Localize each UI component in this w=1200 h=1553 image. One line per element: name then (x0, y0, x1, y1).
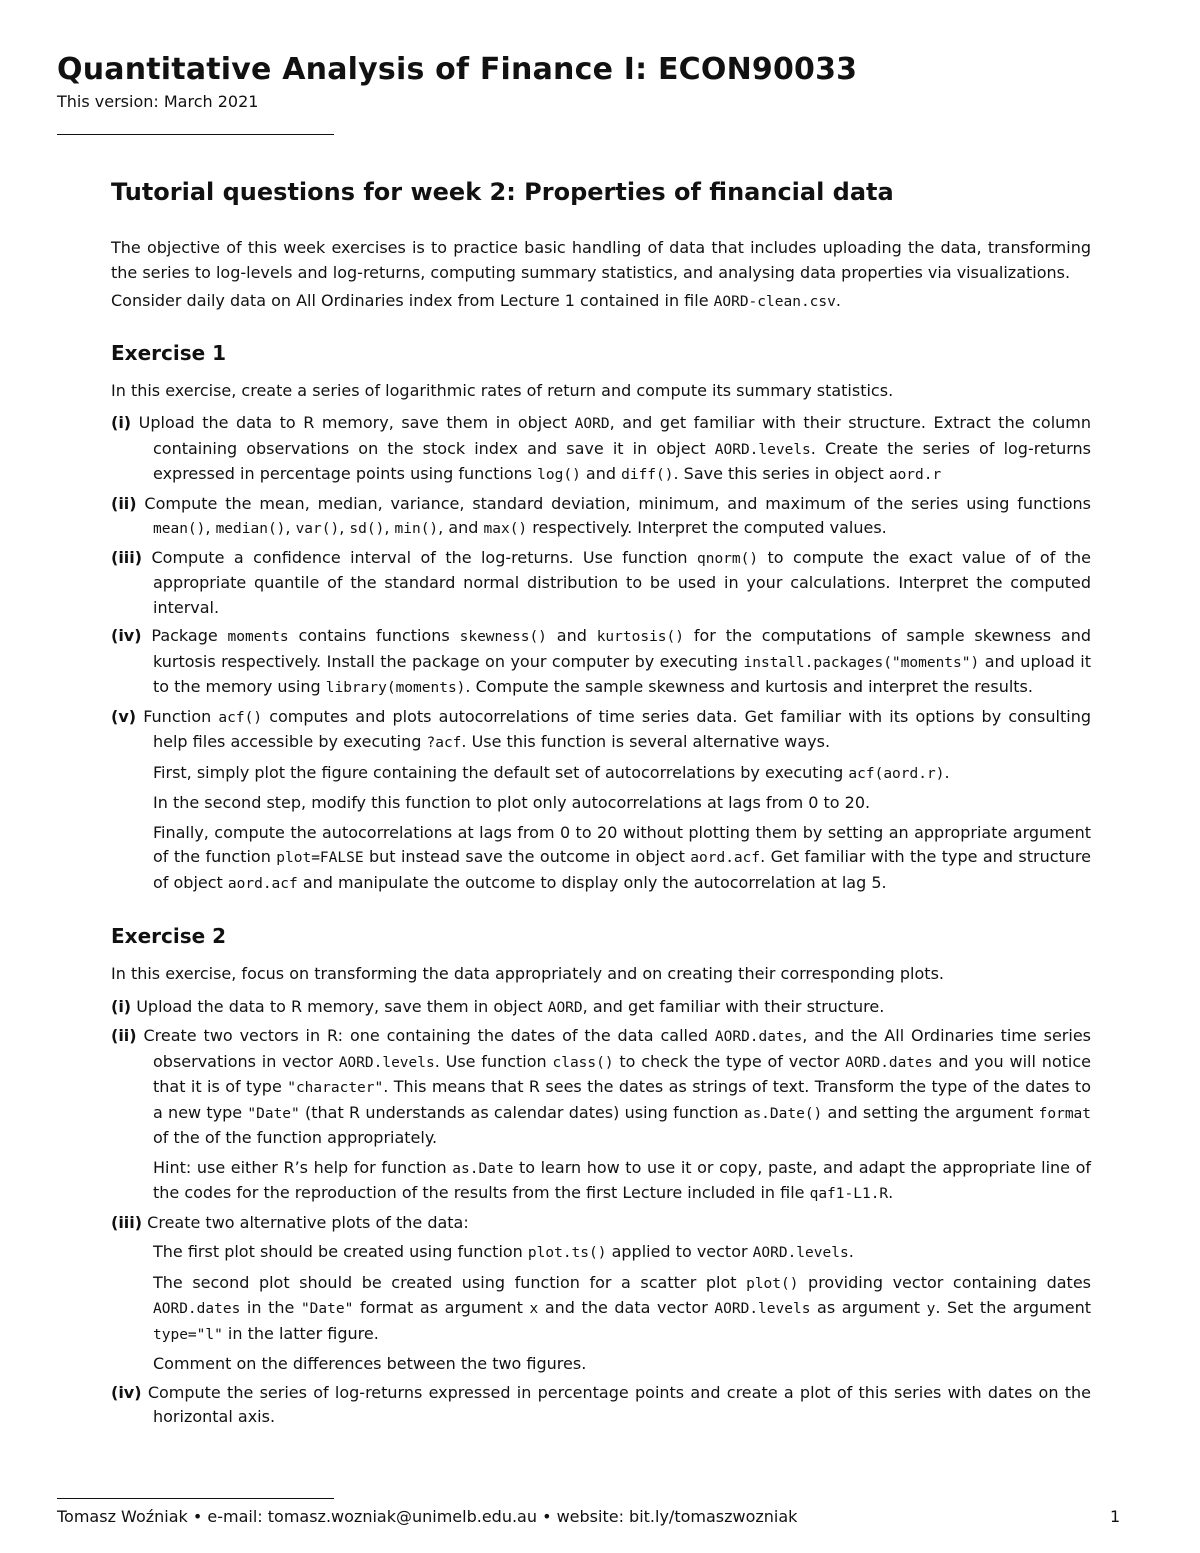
header-rule (57, 134, 334, 135)
inline-code: aord.acf (227, 875, 298, 892)
inline-code: as.Date() (743, 1105, 823, 1122)
inline-code: sd() (349, 521, 385, 537)
inline-code: AORD.dates (714, 1029, 803, 1045)
intro-paragraph: The objective of this week exercises is to practice basic handling of data that includes uploading the data, transforming the series to log-levels and log-returns, computing summary statistics, and analysing data properties via visualizations. (111, 238, 1091, 282)
question-subparagraph: First, simply plot the figure containing the default set of autocorrelations by executing acf(aord.r). (153, 762, 950, 782)
question-label: (iv) (111, 626, 142, 645)
inline-code: mean() (153, 521, 206, 537)
question-label: (v) (111, 706, 137, 726)
inline-code: diff() (621, 467, 674, 483)
exercise-1-heading: Exercise 1 (111, 340, 227, 365)
inline-code: aord.r (888, 467, 942, 483)
question-label: (iii) (111, 1212, 143, 1232)
inline-code: AORD.dates (153, 1301, 241, 1317)
inline-code: skewness() (459, 629, 547, 645)
question-label: (iii) (111, 547, 143, 567)
page-number: 1 (1110, 1507, 1121, 1526)
inline-code: AORD-clean.csv (713, 294, 836, 310)
inline-code: AORD (547, 999, 583, 1016)
inline-code: as.Date (452, 1160, 514, 1177)
main-content (111, 176, 1091, 1456)
inline-code: max() (483, 521, 528, 537)
inline-code: acf(aord.r) (848, 765, 945, 782)
inline-code: qaf1-L1.R (809, 1186, 889, 1202)
question-hint: Hint: use either R’s help for function as.Date to learn how to use it or copy, paste, and adapt the appropriate line of the codes for the reproduction of the results from the first Lecture included in file qaf1-L1.R. (153, 1157, 1092, 1202)
inline-code: ?acf (426, 735, 462, 751)
question-label: (i) (111, 413, 132, 432)
inline-code: AORD (574, 416, 610, 432)
inline-code: plot=FALSE (276, 850, 364, 866)
exercise-1-questions (111, 411, 1091, 896)
inline-code: moments (227, 629, 289, 645)
inline-code: AORD.levels (714, 441, 811, 458)
inline-code: "Date" (300, 1301, 354, 1317)
question-item: (iv) Package moments contains functions skewness() and kurtosis() for the computations of sample skewness and kurtosis respectively. Install the package on your computer by executing install.packages("moments") and upload it to the memory using library(moments). Compute the sample skewness and kurtosis and interpret the results. (111, 626, 1091, 696)
exercise-2-lead: In this exercise, focus on transforming the data appropriately and on creating their corresponding plots. (111, 964, 944, 983)
question-label: (iv) (111, 1382, 142, 1402)
question-item: (ii) Create two vectors in R: one containing the dates of the data called AORD.dates, and the All Ordinaries time series observations in vector AORD.levels. Use function class() to check the type of vector AORD.dates and you will notice that it is of type "character". This means that R sees the dates as strings of text. Transform the type of the dates to a new type "Date" (that R understands as calendar dates) using function as.Date() and setting the argument format of the of the function appropriately. Hint: use either R’s help for function as.Date to learn how to use it or copy, paste, and adapt the appropriate line of the codes for the reproduction of the results from the first Lecture included in file qaf1-L1.R. (111, 1024, 1091, 1207)
inline-code: format (1038, 1105, 1092, 1122)
inline-code: acf() (218, 709, 263, 726)
inline-code: plot() (746, 1275, 799, 1292)
exercise-2-questions (111, 995, 1091, 1430)
exercise-2-heading: Exercise 2 (111, 924, 227, 948)
tutorial-heading: Tutorial questions for week 2: Properties of financial data (111, 178, 894, 206)
inline-code: var() (295, 521, 340, 537)
inline-code: library(moments) (325, 680, 466, 696)
inline-code: min() (394, 521, 439, 537)
inline-code: log() (537, 467, 581, 483)
question-item: (i) Upload the data to R memory, save them in object AORD, and get familiar with their structure. (111, 996, 885, 1016)
question-subparagraph: Comment on the differences between the two figures. (153, 1354, 587, 1373)
question-item: (iv) Compute the series of log-returns expressed in percentage points and create a plot of this series with dates on the horizontal axis. (111, 1382, 1091, 1426)
inline-code: "character" (287, 1080, 384, 1096)
question-item: (v) Function acf() computes and plots autocorrelations of time series data. Get familiar with its options by consulting help files accessible by executing ?acf. Use this function is several alternative ways. First, simply plot the figure containing the default set of autocorrelations by executing acf(aord.r). In the second step, modify this function to plot only autocorrelations at lags from 0 to 20. Finally, compute the autocorrelations at lags from 0 to 20 without plotting them by setting an appropriate argument of the function plot=FALSE but instead save the outcome in object aord.acf. Get familiar with the type and structure of object aord.acf and manipulate the outcome to display only the autocorrelation at lag 5. (111, 705, 1091, 897)
inline-code: x (529, 1301, 539, 1317)
inline-code: type="l" (153, 1326, 223, 1343)
inline-code: y (926, 1301, 936, 1317)
inline-code: AORD.levels (714, 1301, 811, 1317)
question-subparagraph: The first plot should be created using function plot.ts() applied to vector AORD.levels. (153, 1242, 854, 1261)
inline-code: AORD.levels (338, 1054, 435, 1071)
inline-code: "Date" (247, 1105, 300, 1122)
question-label: (ii) (111, 493, 137, 513)
document-title: Quantitative Analysis of Finance I: ECON90033 (57, 52, 858, 87)
footer-rule (57, 1498, 334, 1499)
intro-data-paragraph: Consider daily data on All Ordinaries index from Lecture 1 contained in file AORD-clean.csv. (111, 291, 841, 310)
inline-code: install.packages("moments") (743, 654, 980, 671)
inline-code: class() (552, 1054, 614, 1071)
inline-code: plot.ts() (527, 1245, 607, 1261)
inline-code: median() (215, 521, 286, 537)
inline-code: AORD.levels (752, 1245, 849, 1261)
question-item: (iii) Compute a confidence interval of the log-returns. Use function qnorm() to compute the exact value of of the appropriate quantile of the standard normal distribution to be used in your calculations. Interpret the computed interval. (111, 547, 1091, 617)
question-label: (i) (111, 996, 132, 1016)
exercise-1-lead: In this exercise, create a series of logarithmic rates of return and compute its summary statistics. (111, 380, 894, 400)
inline-code: aord.acf (690, 850, 761, 866)
question-subparagraph: Finally, compute the autocorrelations at lags from 0 to 20 without plotting them by setting an appropriate argument of the function plot=FALSE but instead save the outcome in object aord.acf. Get familiar with the type and structure of object aord.acf and manipulate the outcome to display only the autocorrelation at lag 5. (153, 822, 1092, 892)
question-subparagraph: In the second step, modify this function to plot only autocorrelations at lags from 0 to 20. (153, 793, 871, 812)
inline-code: AORD.dates (845, 1054, 933, 1071)
question-subparagraph: The second plot should be created using function for a scatter plot plot() providing vector containing dates AORD.dates in the "Date" format as argument x and the data vector AORD.levels as argument y. Set the argument type="l" in the latter figure. (153, 1272, 1092, 1343)
inline-code: qnorm() (696, 550, 759, 567)
version-note: This version: March 2021 (57, 92, 259, 111)
question-label: (ii) (111, 1026, 137, 1045)
question-item: (ii) Compute the mean, median, variance, standard deviation, minimum, and maximum of the series using functions mean(), median(), var(), sd(), min(), and max() respectively. Interpret the computed values. (111, 493, 1091, 537)
question-item: (i) Upload the data to R memory, save them in object AORD, and get familiar with their structure. Extract the column containing observations on the stock index and save it in object AORD.levels. Create the series of log-returns expressed in percentage points using functions log() and diff(). Save this series in object aord.r (111, 413, 1092, 483)
question-item: (iii) Create two alternative plots of the data: The first plot should be created using function plot.ts() applied to vector AORD.levels. The second plot should be created using function for a scatter plot plot() providing vector containing dates AORD.dates in the "Date" format as argument x and the data vector AORD.levels as argument y. Set the argument type="l" in the latter figure. Comment on the differences between the two figures. (111, 1211, 1091, 1377)
footer-contact: Tomasz Woźniak • e-mail: tomasz.wozniak@unimelb.edu.au • website: bit.ly/tomaszwozniak (57, 1507, 798, 1526)
inline-code: kurtosis() (596, 629, 685, 645)
